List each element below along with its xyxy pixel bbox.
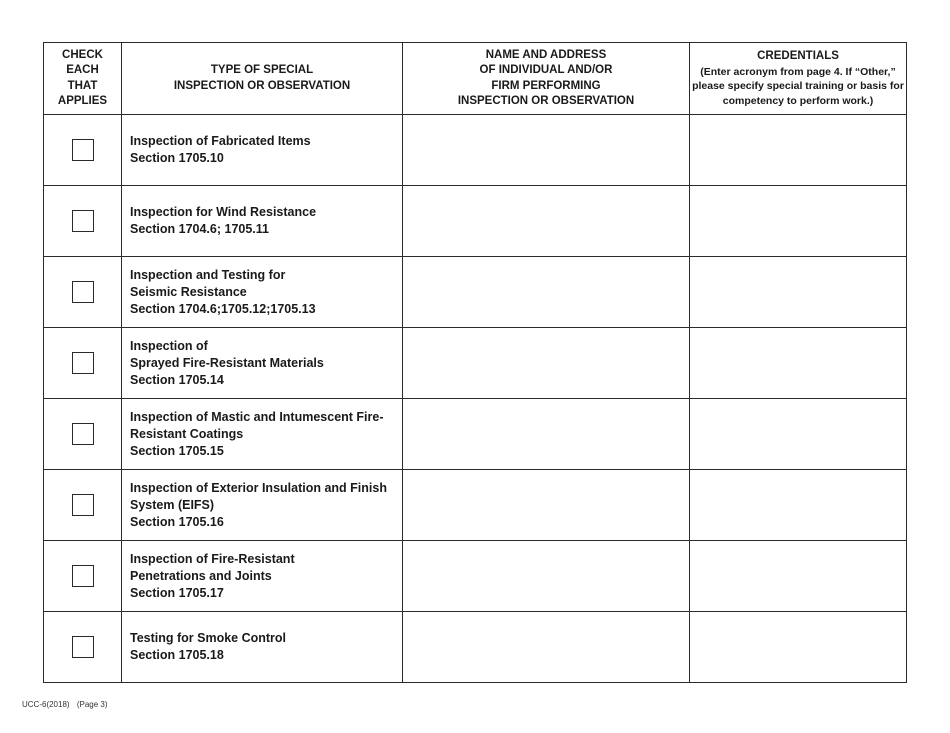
name-header-line: OF INDIVIDUAL AND/OR [479, 64, 613, 76]
page-number: (Page 3) [76, 700, 108, 709]
table-row [44, 612, 907, 683]
table-row [44, 470, 907, 541]
inspection-type-cell [122, 541, 403, 612]
inspection-type-line: Testing for Smoke Control [130, 631, 287, 645]
check-cell [44, 399, 122, 470]
inspection-type-line: Section 1705.16 [130, 514, 224, 529]
check-header-line: CHECK [62, 48, 103, 61]
table-row [44, 399, 907, 470]
check-header-line: APPLIES [57, 95, 108, 107]
credentials-header-title: CREDENTIALS [757, 50, 839, 62]
check-column-header [44, 43, 122, 115]
inspection-type-line: Inspection of Mastic and Intumescent Fire- [130, 409, 384, 424]
inspection-type-line: Inspection of Fire-Resistant [130, 551, 295, 566]
table-body [44, 115, 907, 683]
check-header-line: EACH [66, 64, 99, 76]
type-header-line: INSPECTION OR OBSERVATION [173, 79, 351, 92]
inspection-type-line: Inspection of [130, 338, 208, 353]
form-id: UCC-6(2018) [22, 700, 70, 709]
table-row [44, 541, 907, 612]
inspection-type-cell [122, 612, 403, 683]
credentials-header-note: competency to perform work.) [722, 94, 874, 107]
credentials-field[interactable] [690, 115, 907, 186]
inspection-type-cell [122, 257, 403, 328]
credentials-field[interactable] [690, 399, 907, 470]
inspection-type-line: Section 1704.6; 1705.11 [130, 222, 269, 236]
inspection-type-line: Inspection and Testing for [130, 267, 286, 282]
credentials-field[interactable] [690, 470, 907, 541]
name-address-field[interactable] [403, 328, 690, 399]
applies-checkbox[interactable] [72, 281, 94, 303]
name-address-field[interactable] [403, 257, 690, 328]
inspection-type-line: Sprayed Fire-Resistant Materials [130, 355, 324, 370]
applies-checkbox[interactable] [72, 565, 94, 587]
name-column-header [403, 43, 690, 115]
credentials-column-header [690, 43, 907, 115]
inspection-type-line: Resistant Coatings [130, 426, 244, 441]
name-address-field[interactable] [403, 399, 690, 470]
check-cell [44, 612, 122, 683]
credentials-header-note: (Enter acronym from page 4. If “Other,” [700, 65, 896, 78]
table-row [44, 115, 907, 186]
inspection-type-cell [122, 186, 403, 257]
credentials-field[interactable] [690, 541, 907, 612]
applies-checkbox[interactable] [72, 423, 94, 445]
inspection-type-line: Section 1705.17 [130, 585, 224, 600]
inspection-type-line: Inspection of Fabricated Items [130, 134, 311, 148]
check-cell [44, 541, 122, 612]
inspection-type-line: Section 1705.10 [130, 151, 224, 165]
credentials-field[interactable] [690, 257, 907, 328]
type-header-line: TYPE OF SPECIAL [210, 64, 314, 76]
inspection-type-line: Section 1705.15 [130, 443, 224, 458]
check-cell [44, 186, 122, 257]
applies-checkbox[interactable] [72, 636, 94, 658]
check-cell [44, 257, 122, 328]
inspection-type-line: Inspection for Wind Resistance [130, 205, 317, 219]
page-footer [22, 700, 108, 709]
applies-checkbox[interactable] [72, 139, 94, 161]
name-address-field[interactable] [403, 186, 690, 257]
inspection-type-cell [122, 470, 403, 541]
name-header-line: NAME AND ADDRESS [485, 48, 607, 61]
table-row [44, 328, 907, 399]
table-header-row [44, 43, 907, 115]
name-address-field[interactable] [403, 541, 690, 612]
check-header-line: THAT [67, 79, 98, 92]
inspection-type-line: Seismic Resistance [130, 284, 247, 299]
inspection-type-cell [122, 115, 403, 186]
applies-checkbox[interactable] [72, 494, 94, 516]
credentials-field[interactable] [690, 186, 907, 257]
applies-checkbox[interactable] [72, 210, 94, 232]
credentials-field[interactable] [690, 328, 907, 399]
name-address-field[interactable] [403, 612, 690, 683]
credentials-header-note: please specify special training or basis for [692, 80, 904, 92]
inspection-table [43, 42, 907, 683]
inspection-type-line: Penetrations and Joints [130, 568, 272, 583]
name-address-field[interactable] [403, 470, 690, 541]
check-cell [44, 470, 122, 541]
inspection-type-line: Inspection of Exterior Insulation and Finish [130, 480, 387, 495]
name-header-line: INSPECTION OR OBSERVATION [457, 95, 635, 107]
name-header-line: FIRM PERFORMING [491, 79, 601, 92]
inspection-type-cell [122, 399, 403, 470]
credentials-field[interactable] [690, 612, 907, 683]
inspection-type-line: Section 1704.6;1705.12;1705.13 [130, 301, 316, 316]
type-column-header [122, 43, 403, 115]
applies-checkbox[interactable] [72, 352, 94, 374]
table-row [44, 186, 907, 257]
check-cell [44, 115, 122, 186]
inspection-type-line: Section 1705.14 [130, 372, 224, 387]
inspection-type-line: Section 1705.18 [130, 648, 224, 662]
check-cell [44, 328, 122, 399]
name-address-field[interactable] [403, 115, 690, 186]
table-row [44, 257, 907, 328]
inspection-type-line: System (EIFS) [130, 497, 215, 512]
inspection-type-cell [122, 328, 403, 399]
